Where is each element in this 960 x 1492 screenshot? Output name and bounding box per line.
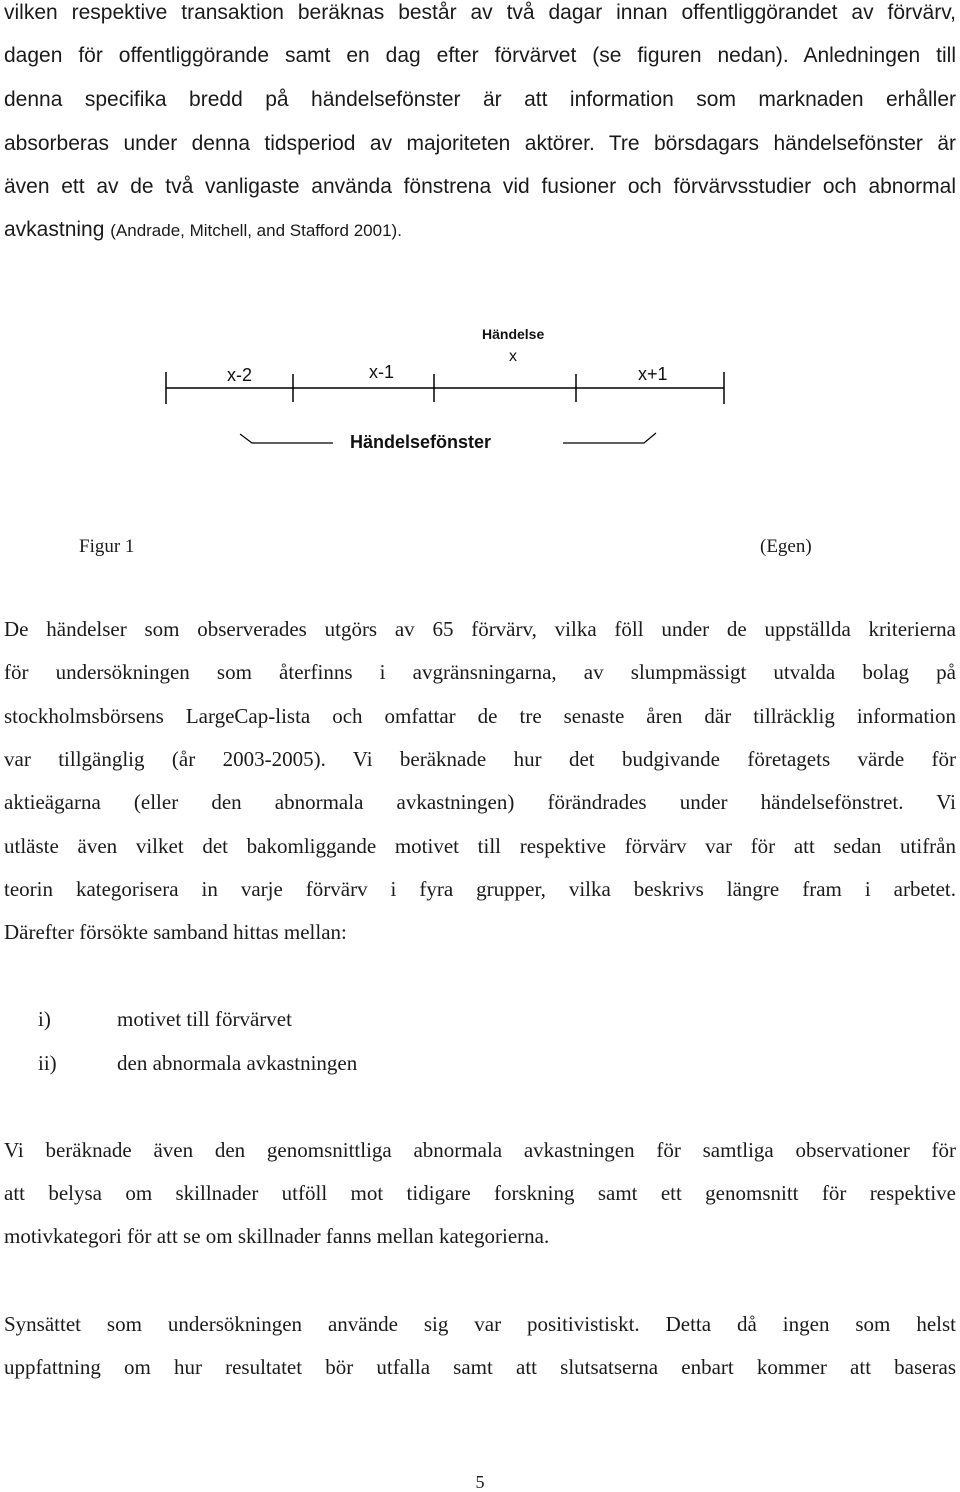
paragraph-1-line-3: denna specifika bredd på händelsefönster är att information som marknaden erhåller [4,88,956,111]
figure-source: (Egen) [760,536,812,557]
event-title: Händelse [482,326,545,342]
paragraph-3-line-2: att belysa om skillnader utföll mot tidigare forskning samt ett genomsnitt för respektive [4,1181,956,1205]
paragraph-2-line-3: stockholmsbörsens LargeCap-lista och omfattar de tre senaste åren där tillräcklig information [4,704,956,728]
list-item-2-text: den abnormala avkastningen [117,1051,358,1075]
page-number: 5 [475,1472,485,1492]
citation: (Andrade, Mitchell, and Stafford 2001). [110,221,402,240]
list-item-2-number: ii) [38,1051,57,1075]
list-item-1-text: motivet till förvärvet [117,1007,292,1031]
window-bracket-right [563,433,656,443]
paragraph-1-line-1: vilken respektive transaktion beräknas består av två dagar innan offentliggörandet av förvärv, [4,1,956,24]
paragraph-3-line-3: motivkategori för att se om skillnader fanns mellan kategorierna. [4,1224,550,1248]
paragraph-2-line-1: De händelser som observerades utgörs av 65 förvärv, vilka föll under de uppställda kriterierna [4,617,956,641]
paragraph-2-line-2: för undersökningen som återfinns i avgränsningarna, av slumpmässigt utvalda bolag på [4,660,956,684]
paragraph-1-line-5: även ett av de två vanligaste använda fönstrena vid fusioner och förvärvsstudier och abnormal [4,175,956,198]
event-marker: x [509,348,517,365]
label-x-plus-1: x+1 [638,364,668,384]
paragraph-2-line-8: Därefter försökte samband hittas mellan: [4,920,347,944]
paragraph-4-line-2: uppfattning om hur resultatet bör utfalla samt att slutsatserna enbart kommer att baseras [4,1355,956,1379]
label-x-minus-2: x-2 [227,365,253,385]
paragraph-2-line-5: aktieägarna (eller den abnormala avkastningen) förändrades under händelsefönstret. Vi [4,790,956,814]
window-label: Händelsefönster [350,432,492,452]
paragraph-1-line-2: dagen för offentliggörande samt en dag efter förvärvet (se figuren nedan). Anledningen till [4,44,956,67]
paragraph-1-last-words: avkastning [4,218,111,241]
event-window-figure [160,322,740,462]
paragraph-1-line-6 [4,217,956,244]
label-x-minus-1: x-1 [369,362,395,382]
window-bracket-left [240,434,333,443]
paragraph-1-line-4: absorberas under denna tidsperiod av majoriteten aktörer. Tre börsdagars händelsefönster är [4,132,956,155]
figure-caption: Figur 1 [79,536,135,557]
paragraph-4-line-1: Synsättet som undersökningen använde sig var positivistiskt. Detta då ingen som helst [4,1312,956,1336]
paragraph-3-line-1: Vi beräknade även den genomsnittliga abnormala avkastningen för samtliga observationer för [4,1138,956,1162]
list-item-1-number: i) [38,1007,51,1031]
paragraph-2-line-4: var tillgänglig (år 2003-2005). Vi beräknade hur det budgivande företagets värde för [4,747,956,771]
paragraph-2-line-6: utläste även vilket det bakomliggande motivet till respektive förvärv var för att sedan utifrån [4,834,956,858]
paragraph-2-line-7: teorin kategorisera in varje förvärv i fyra grupper, vilka beskrivs längre fram i arbetet. [4,877,956,901]
